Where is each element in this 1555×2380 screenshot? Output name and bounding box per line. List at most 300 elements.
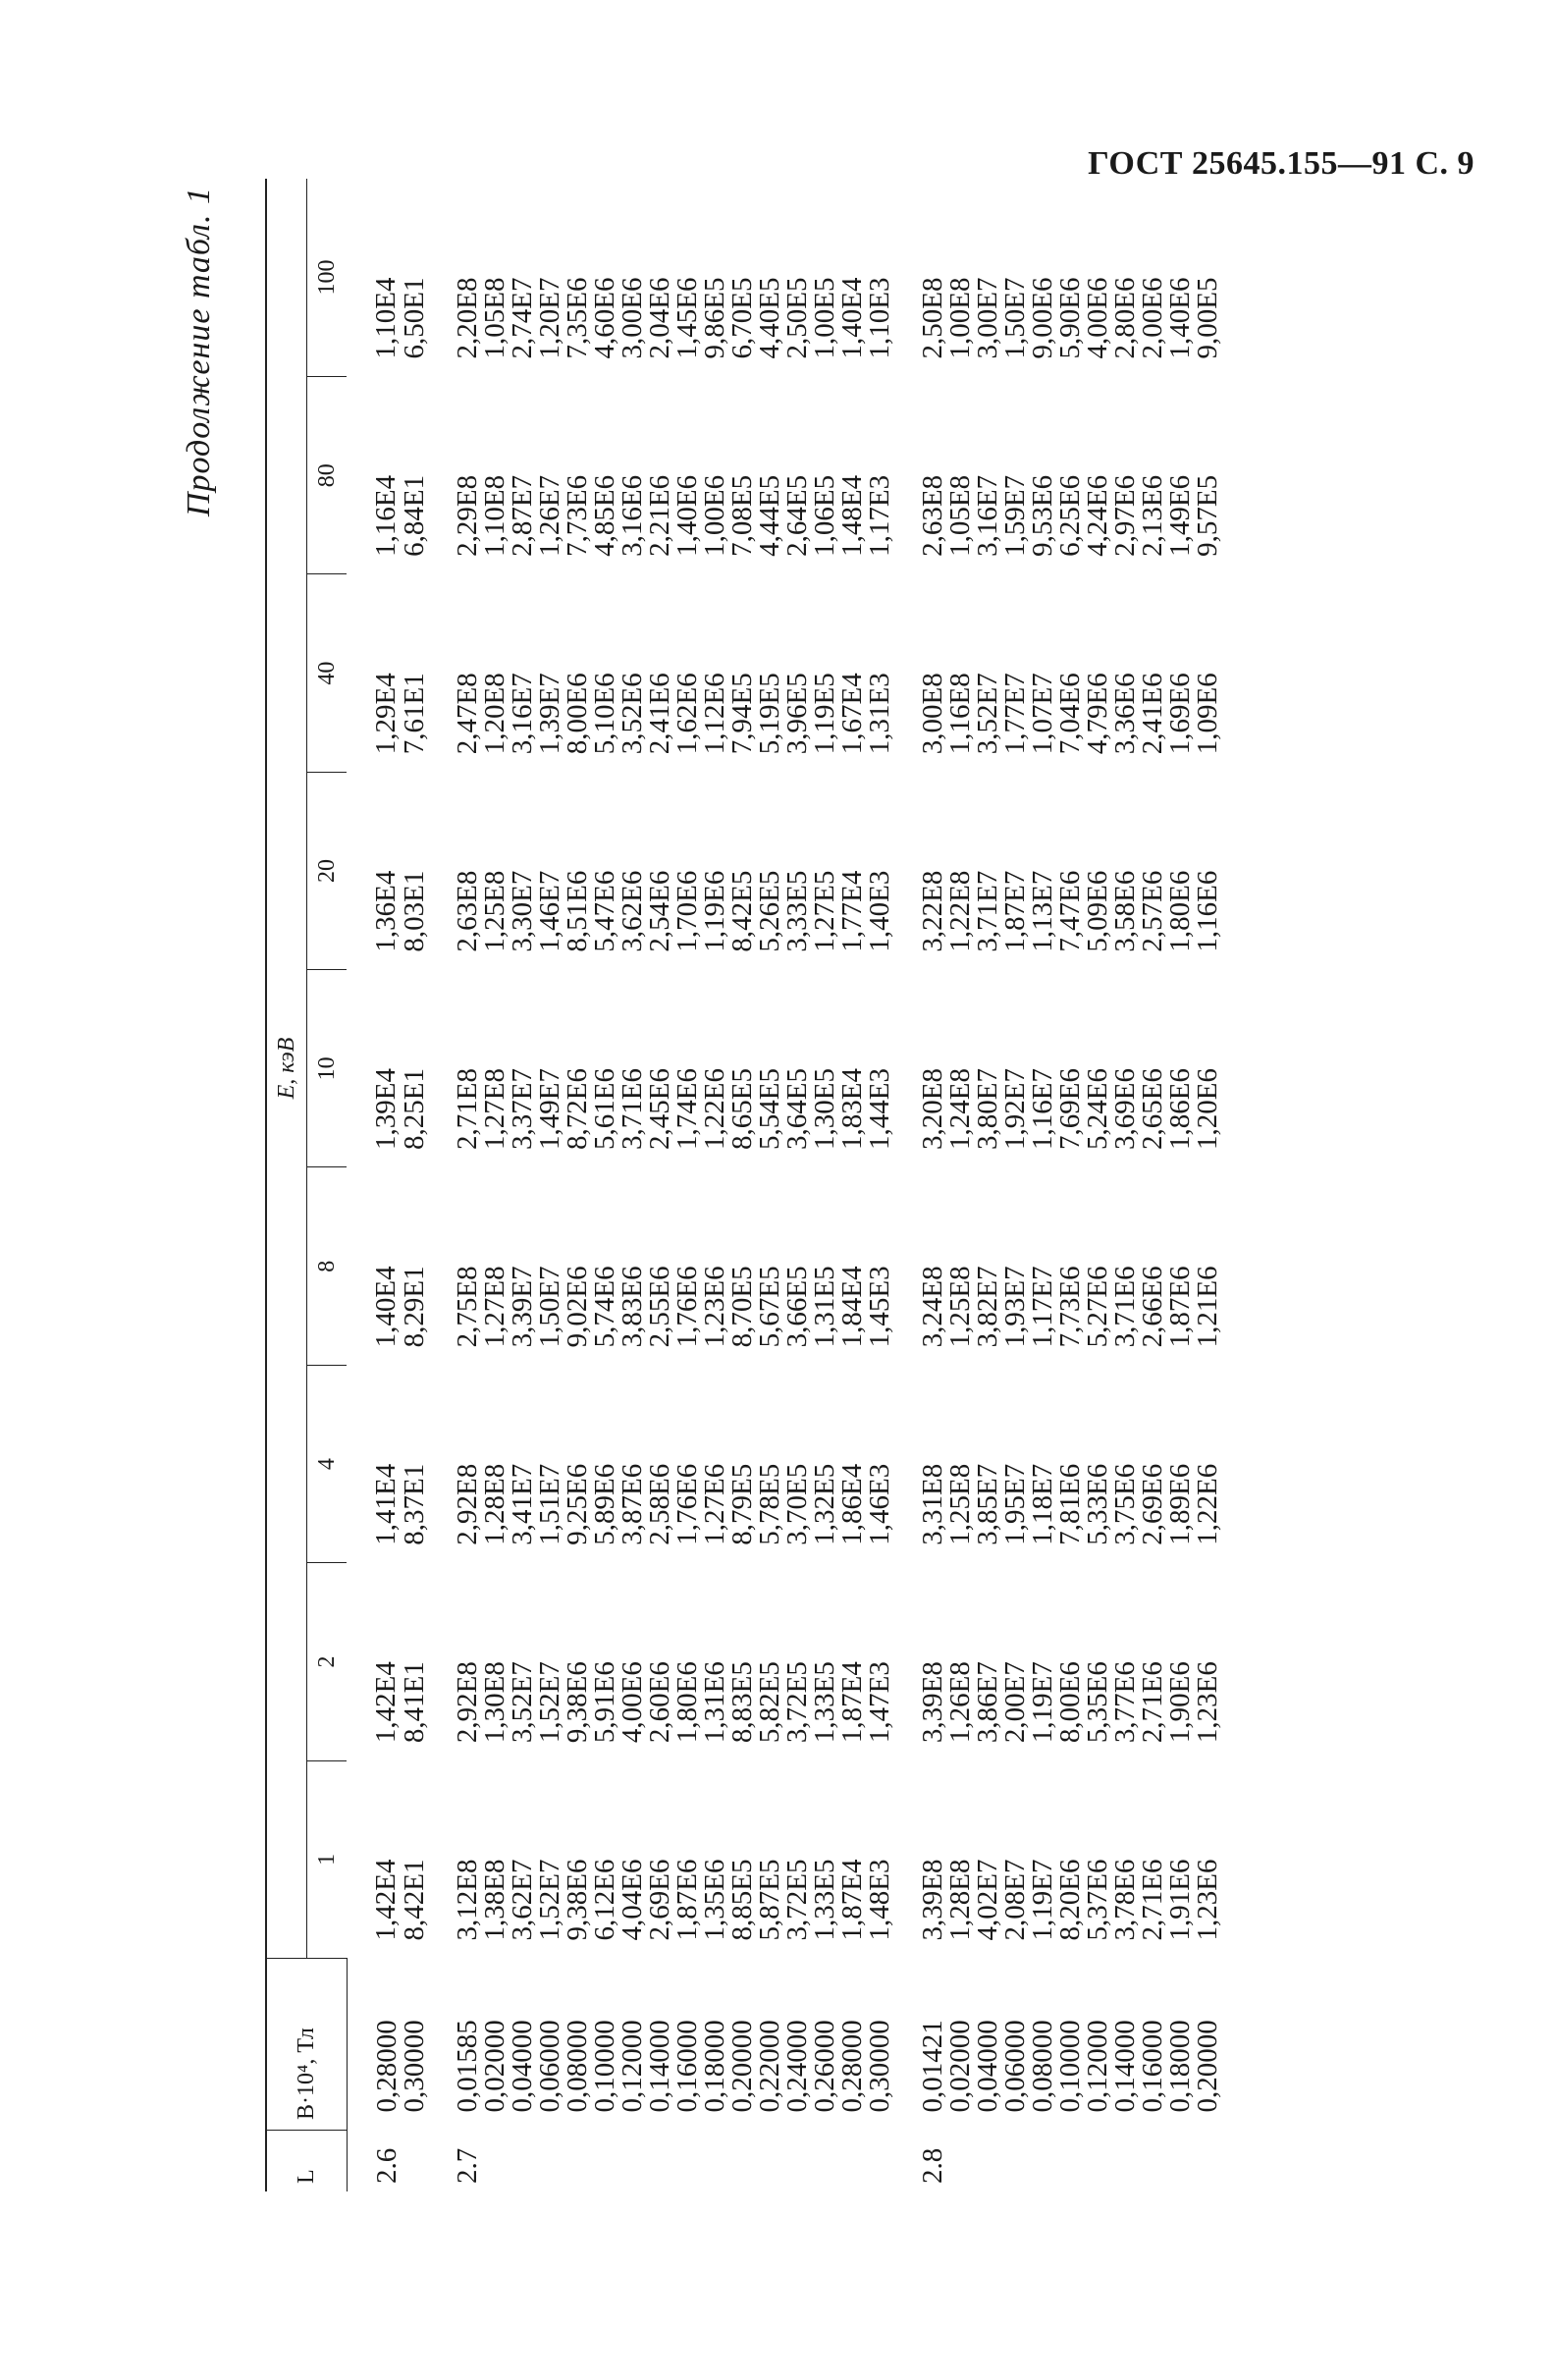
cell-B: 0,18000	[1163, 2020, 1196, 2113]
energy-header-cell: 100	[307, 179, 348, 377]
cell-B: 0,10000	[588, 2020, 620, 2113]
cell-value: 3,69E6	[1108, 1068, 1141, 1150]
cell-B: 0,24000	[780, 2020, 813, 2113]
cell-value: 1,09E6	[1191, 673, 1223, 755]
cell-value: 1,19E6	[698, 870, 730, 952]
cell-value: 8,72E6	[561, 1068, 593, 1150]
table-row	[1111, 179, 1139, 2191]
cell-value: 2,00E6	[1136, 277, 1168, 359]
cell-value: 3,62E7	[506, 1859, 538, 1941]
cell-value: 2,71E6	[1136, 1859, 1168, 1941]
table-row	[509, 179, 536, 2191]
cell-value: 1,40E6	[1163, 277, 1196, 359]
cell-value: 3,62E6	[616, 870, 648, 952]
cell-value: 4,85E6	[588, 474, 620, 557]
cell-value: 3,20E8	[916, 1068, 948, 1150]
cell-value: 1,10E3	[863, 277, 895, 359]
cell-value: 8,20E6	[1053, 1859, 1086, 1941]
cell-value: 2,00E7	[998, 1661, 1031, 1744]
cell-B: 0,04000	[506, 2020, 538, 2113]
cell-value: 1,05E8	[943, 474, 976, 557]
cell-value: 7,73E6	[1053, 1266, 1086, 1348]
col-header-L: L	[266, 2131, 347, 2192]
cell-value: 1,40E6	[670, 474, 703, 557]
cell-value: 2,71E6	[1136, 1661, 1168, 1744]
table-row	[783, 179, 811, 2191]
table-row	[1001, 179, 1029, 2191]
energy-header-cell: 8	[307, 1167, 348, 1365]
cell-value: 6,12E6	[588, 1859, 620, 1941]
cell-value: 1,28E8	[478, 1463, 510, 1545]
cell-value: 1,19E5	[808, 673, 840, 755]
cell-value: 5,89E6	[588, 1463, 620, 1545]
cell-value: 3,41E7	[506, 1463, 538, 1545]
cell-value: 7,35E6	[561, 277, 593, 359]
cell-value: 3,71E6	[1108, 1266, 1141, 1348]
cell-value: 1,31E5	[808, 1266, 840, 1348]
cell-value: 2,64E5	[780, 474, 813, 557]
cell-value: 1,50E7	[998, 277, 1031, 359]
cell-value: 8,00E6	[561, 673, 593, 755]
cell-value: 1,39E4	[370, 1068, 402, 1150]
cell-B: 0,26000	[808, 2020, 840, 2113]
table-row	[347, 179, 401, 2191]
cell-value: 7,61E1	[398, 673, 430, 755]
cell-value: 8,51E6	[561, 870, 593, 952]
table-row	[728, 179, 756, 2191]
energy-header-cell: 20	[307, 772, 348, 969]
cell-value: 2,41E6	[643, 673, 675, 755]
cell-value: 8,37E1	[398, 1463, 430, 1545]
cell-B: 0,04000	[971, 2020, 1003, 2113]
cell-L	[509, 2131, 536, 2192]
cell-value: 1,80E6	[670, 1661, 703, 1744]
cell-B: 0,22000	[753, 2020, 785, 2113]
cell-value: 1,30E5	[808, 1068, 840, 1150]
cell-value: 1,91E6	[1163, 1859, 1196, 1941]
cell-value: 1,13E7	[1026, 870, 1058, 952]
cell-value: 3,36E6	[1108, 673, 1141, 755]
cell-value: 1,22E6	[1191, 1463, 1223, 1545]
cell-value: 5,26E5	[753, 870, 785, 952]
cell-value: 4,44E5	[753, 474, 785, 557]
cell-value: 1,30E8	[478, 1661, 510, 1744]
cell-value: 1,18E7	[1026, 1463, 1058, 1545]
cell-B: 0,02000	[943, 2020, 976, 2113]
cell-value: 8,00E6	[1053, 1661, 1086, 1744]
cell-value: 1,10E8	[478, 474, 510, 557]
cell-value: 8,03E1	[398, 870, 430, 952]
cell-value: 3,37E7	[506, 1068, 538, 1150]
cell-value: 1,76E6	[670, 1266, 703, 1348]
cell-value: 1,29E4	[370, 673, 402, 755]
cell-value: 6,84E1	[398, 474, 430, 557]
cell-value: 2,08E7	[998, 1859, 1031, 1941]
cell-L	[1084, 2131, 1111, 2192]
cell-value: 8,42E5	[725, 870, 758, 952]
cell-B: 0,28000	[835, 2020, 868, 2113]
cell-value: 7,81E6	[1053, 1463, 1086, 1545]
cell-value: 1,05E8	[478, 277, 510, 359]
cell-value: 1,87E4	[835, 1859, 868, 1941]
cell-value: 4,60E6	[588, 277, 620, 359]
cell-value: 1,20E8	[478, 673, 510, 755]
cell-value: 2,55E6	[643, 1266, 675, 1348]
cell-value: 1,44E3	[863, 1068, 895, 1150]
cell-value: 2,54E6	[643, 870, 675, 952]
cell-value: 1,86E6	[1163, 1068, 1196, 1150]
cell-value: 1,21E6	[1191, 1266, 1223, 1348]
group-spacer	[428, 179, 454, 2191]
cell-value: 1,24E8	[943, 1068, 976, 1150]
cell-B: 0,10000	[1053, 2020, 1086, 2113]
cell-value: 2,58E6	[643, 1463, 675, 1545]
cell-value: 2,75E8	[451, 1266, 483, 1348]
cell-value: 7,08E5	[725, 474, 758, 557]
cell-value: 1,23E6	[1191, 1859, 1223, 1941]
cell-value: 1,87E4	[835, 1661, 868, 1744]
cell-value: 1,59E7	[998, 474, 1031, 557]
cell-value: 3,16E7	[971, 474, 1003, 557]
cell-value: 8,65E5	[725, 1068, 758, 1150]
cell-L	[811, 2131, 838, 2192]
cell-value: 1,52E7	[533, 1859, 565, 1941]
cell-value: 5,35E6	[1081, 1661, 1113, 1744]
cell-value: 1,51E7	[533, 1463, 565, 1545]
col-header-energy: E, кэВ	[266, 179, 307, 1959]
cell-value: 1,49E6	[1163, 474, 1196, 557]
cell-value: 1,70E6	[670, 870, 703, 952]
cell-value: 2,87E7	[506, 474, 538, 557]
data-table	[265, 179, 1221, 2191]
cell-value: 1,38E8	[478, 1859, 510, 1941]
cell-value: 1,17E7	[1026, 1266, 1058, 1348]
cell-L	[481, 2131, 509, 2192]
cell-L	[1194, 2131, 1221, 2192]
cell-value: 3,75E6	[1108, 1463, 1141, 1545]
cell-value: 1,52E7	[533, 1661, 565, 1744]
table-row	[673, 179, 701, 2191]
cell-L	[946, 2131, 974, 2192]
energy-header-cell: 80	[307, 377, 348, 574]
cell-value: 1,22E6	[698, 1068, 730, 1150]
cell-value: 4,04E6	[616, 1859, 648, 1941]
cell-value: 3,39E8	[916, 1859, 948, 1941]
cell-value: 1,45E6	[670, 277, 703, 359]
cell-value: 2,97E6	[1108, 474, 1141, 557]
cell-value: 3,64E5	[780, 1068, 813, 1150]
cell-value: 1,12E6	[698, 673, 730, 755]
cell-value: 7,47E6	[1053, 870, 1086, 952]
cell-value: 1,50E7	[533, 1266, 565, 1348]
cell-value: 5,74E6	[588, 1266, 620, 1348]
cell-value: 2,29E8	[451, 474, 483, 557]
cell-L	[1166, 2131, 1194, 2192]
cell-L	[673, 2131, 701, 2192]
table-row	[1194, 179, 1221, 2191]
cell-value: 1,39E7	[533, 673, 565, 755]
cell-value: 3,85E7	[971, 1463, 1003, 1545]
table-row	[454, 179, 481, 2191]
cell-value: 9,00E6	[1026, 277, 1058, 359]
cell-value: 1,90E6	[1163, 1661, 1196, 1744]
cell-value: 5,10E6	[588, 673, 620, 755]
cell-value: 2,21E6	[643, 474, 675, 557]
cell-value: 1,16E4	[370, 474, 402, 557]
cell-value: 1,45E3	[863, 1266, 895, 1348]
cell-value: 5,67E5	[753, 1266, 785, 1348]
cell-value: 2,47E8	[451, 673, 483, 755]
cell-value: 1,22E8	[943, 870, 976, 952]
cell-value: 3,82E7	[971, 1266, 1003, 1348]
cell-B: 0,16000	[670, 2020, 703, 2113]
cell-L	[756, 2131, 783, 2192]
cell-value: 9,86E5	[698, 277, 730, 359]
cell-value: 3,77E6	[1108, 1661, 1141, 1744]
table-row	[811, 179, 838, 2191]
cell-value: 1,26E8	[943, 1661, 976, 1744]
cell-value: 1,00E6	[698, 474, 730, 557]
cell-value: 1,87E6	[670, 1859, 703, 1941]
cell-value: 1,41E4	[370, 1463, 402, 1545]
cell-value: 5,27E6	[1081, 1266, 1113, 1348]
cell-value: 1,42E4	[370, 1661, 402, 1744]
cell-value: 3,86E7	[971, 1661, 1003, 1744]
energy-header-cell: 4	[307, 1365, 348, 1562]
table-row	[919, 179, 946, 2191]
cell-value: 3,00E6	[616, 277, 648, 359]
cell-value: 1,20E6	[1191, 1068, 1223, 1150]
cell-value: 1,25E8	[943, 1266, 976, 1348]
cell-value: 2,45E6	[643, 1068, 675, 1150]
cell-value: 9,00E5	[1191, 277, 1223, 359]
cell-value: 1,27E8	[478, 1266, 510, 1348]
cell-value: 1,00E5	[808, 277, 840, 359]
cell-L	[1139, 2131, 1166, 2192]
table-row	[536, 179, 563, 2191]
cell-L	[866, 2131, 893, 2192]
table-body	[347, 179, 1221, 2191]
cell-value: 1,27E5	[808, 870, 840, 952]
cell-value: 5,78E5	[753, 1463, 785, 1545]
cell-value: 2,63E8	[451, 870, 483, 952]
cell-value: 5,90E6	[1053, 277, 1086, 359]
cell-L	[618, 2131, 646, 2192]
cell-value: 1,93E7	[998, 1266, 1031, 1348]
cell-value: 4,00E6	[1081, 277, 1113, 359]
cell-value: 3,00E7	[971, 277, 1003, 359]
cell-B: 0,01585	[451, 2020, 483, 2113]
cell-L	[838, 2131, 866, 2192]
cell-value: 1,67E4	[835, 673, 868, 755]
cell-value: 2,50E8	[916, 277, 948, 359]
cell-value: 1,95E7	[998, 1463, 1031, 1545]
cell-value: 1,20E7	[533, 277, 565, 359]
cell-value: 3,00E8	[916, 673, 948, 755]
cell-value: 1,07E7	[1026, 673, 1058, 755]
cell-value: 1,89E6	[1163, 1463, 1196, 1545]
cell-value: 3,66E5	[780, 1266, 813, 1348]
cell-value: 1,33E5	[808, 1661, 840, 1744]
table-row	[563, 179, 591, 2191]
cell-value: 9,25E6	[561, 1463, 593, 1545]
cell-value: 9,02E6	[561, 1266, 593, 1348]
cell-B: 0,14000	[1108, 2020, 1141, 2113]
cell-value: 6,50E1	[398, 277, 430, 359]
cell-L	[1029, 2131, 1056, 2192]
table-row	[646, 179, 673, 2191]
cell-L: 2.6	[370, 2147, 402, 2184]
cell-value: 2,57E6	[1136, 870, 1168, 952]
cell-value: 3,87E6	[616, 1463, 648, 1545]
cell-value: 4,02E7	[971, 1859, 1003, 1941]
cell-value: 3,52E7	[971, 673, 1003, 755]
cell-L	[728, 2131, 756, 2192]
cell-value: 3,72E5	[780, 1859, 813, 1941]
cell-value: 1,48E4	[835, 474, 868, 557]
table-row	[591, 179, 618, 2191]
cell-value: 1,25E8	[943, 1463, 976, 1545]
table-row	[401, 179, 428, 2191]
cell-value: 9,53E6	[1026, 474, 1058, 557]
cell-value: 1,19E7	[1026, 1661, 1058, 1744]
cell-B: 0,06000	[998, 2020, 1031, 2113]
table-row	[838, 179, 866, 2191]
cell-value: 1,77E7	[998, 673, 1031, 755]
cell-value: 3,39E7	[506, 1266, 538, 1348]
cell-L	[1056, 2131, 1084, 2192]
cell-L	[536, 2131, 563, 2192]
table-row	[1084, 179, 1111, 2191]
table-row	[866, 179, 893, 2191]
rotated-table-page	[165, 179, 1441, 2191]
cell-value: 1,00E8	[943, 277, 976, 359]
cell-value: 1,36E4	[370, 870, 402, 952]
cell-B: 0,08000	[561, 2020, 593, 2113]
table-row	[756, 179, 783, 2191]
cell-value: 2,13E6	[1136, 474, 1168, 557]
cell-value: 3,70E5	[780, 1463, 813, 1545]
cell-value: 3,24E8	[916, 1266, 948, 1348]
cell-value: 5,09E6	[1081, 870, 1113, 952]
energy-header-cell: 1	[307, 1760, 348, 1958]
cell-value: 1,06E5	[808, 474, 840, 557]
cell-value: 1,16E7	[1026, 1068, 1058, 1150]
cell-value: 1,23E6	[1191, 1661, 1223, 1744]
cell-value: 5,37E6	[1081, 1859, 1113, 1941]
cell-value: 9,57E5	[1191, 474, 1223, 557]
cell-value: 3,71E6	[616, 1068, 648, 1150]
cell-B: 0,30000	[863, 2020, 895, 2113]
cell-value: 6,70E5	[725, 277, 758, 359]
energy-header-cell: 40	[307, 574, 348, 772]
cell-value: 3,22E8	[916, 870, 948, 952]
table-row	[701, 179, 728, 2191]
cell-value: 1,40E4	[370, 1266, 402, 1348]
table-row	[974, 179, 1001, 2191]
cell-value: 1,17E3	[863, 474, 895, 557]
table-row	[1029, 179, 1056, 2191]
cell-value: 3,83E6	[616, 1266, 648, 1348]
cell-L	[1111, 2131, 1139, 2192]
cell-L	[783, 2131, 811, 2192]
cell-value: 3,71E7	[971, 870, 1003, 952]
cell-value: 5,54E5	[753, 1068, 785, 1150]
cell-L	[401, 2131, 428, 2192]
cell-value: 3,78E6	[1108, 1859, 1141, 1941]
cell-B: 0,14000	[643, 2020, 675, 2113]
cell-B: 0,16000	[1136, 2020, 1168, 2113]
cell-value: 8,70E5	[725, 1266, 758, 1348]
cell-value: 6,25E6	[1053, 474, 1086, 557]
cell-value: 1,62E6	[670, 673, 703, 755]
cell-value: 1,77E4	[835, 870, 868, 952]
cell-value: 1,31E3	[863, 673, 895, 755]
cell-value: 1,84E4	[835, 1266, 868, 1348]
cell-L	[646, 2131, 673, 2192]
cell-value: 5,61E6	[588, 1068, 620, 1150]
cell-value: 5,87E5	[753, 1859, 785, 1941]
cell-value: 1,47E3	[863, 1661, 895, 1744]
cell-value: 5,24E6	[1081, 1068, 1113, 1150]
cell-value: 1,35E6	[698, 1859, 730, 1941]
cell-value: 2,92E8	[451, 1463, 483, 1545]
cell-value: 3,72E5	[780, 1661, 813, 1744]
cell-value: 8,79E5	[725, 1463, 758, 1545]
cell-value: 2,69E6	[643, 1859, 675, 1941]
cell-value: 3,16E6	[616, 474, 648, 557]
cell-value: 8,85E5	[725, 1859, 758, 1941]
cell-value: 3,96E5	[780, 673, 813, 755]
cell-value: 1,76E6	[670, 1463, 703, 1545]
table-row	[1166, 179, 1194, 2191]
cell-value: 2,74E7	[506, 277, 538, 359]
energy-header-cell: 10	[307, 970, 348, 1167]
cell-value: 2,92E8	[451, 1661, 483, 1744]
cell-value: 8,41E1	[398, 1661, 430, 1744]
cell-value: 7,94E5	[725, 673, 758, 755]
group-spacer	[893, 179, 919, 2191]
cell-value: 1,86E4	[835, 1463, 868, 1545]
cell-value: 1,87E6	[1163, 1266, 1196, 1348]
cell-B: 0,18000	[698, 2020, 730, 2113]
cell-value: 2,41E6	[1136, 673, 1168, 755]
cell-value: 1,27E8	[478, 1068, 510, 1150]
cell-value: 1,26E7	[533, 474, 565, 557]
cell-value: 3,80E7	[971, 1068, 1003, 1150]
cell-value: 1,27E6	[698, 1463, 730, 1545]
table-row	[481, 179, 509, 2191]
cell-B: 0,08000	[1026, 2020, 1058, 2113]
cell-value: 3,39E8	[916, 1661, 948, 1744]
cell-value: 1,23E6	[698, 1266, 730, 1348]
cell-value: 1,40E3	[863, 870, 895, 952]
cell-value: 5,82E5	[753, 1661, 785, 1744]
cell-value: 1,69E6	[1163, 673, 1196, 755]
cell-L	[974, 2131, 1001, 2192]
cell-B: 0,02000	[478, 2020, 510, 2113]
cell-value: 8,29E1	[398, 1266, 430, 1348]
cell-value: 1,74E6	[670, 1068, 703, 1150]
cell-value: 2,20E8	[451, 277, 483, 359]
cell-value: 1,16E8	[943, 673, 976, 755]
cell-value: 9,38E6	[561, 1859, 593, 1941]
cell-L	[563, 2131, 591, 2192]
cell-value: 1,16E6	[1191, 870, 1223, 952]
cell-L: 2.7	[451, 2147, 483, 2184]
cell-value: 3,52E7	[506, 1661, 538, 1744]
cell-value: 3,12E8	[451, 1859, 483, 1941]
